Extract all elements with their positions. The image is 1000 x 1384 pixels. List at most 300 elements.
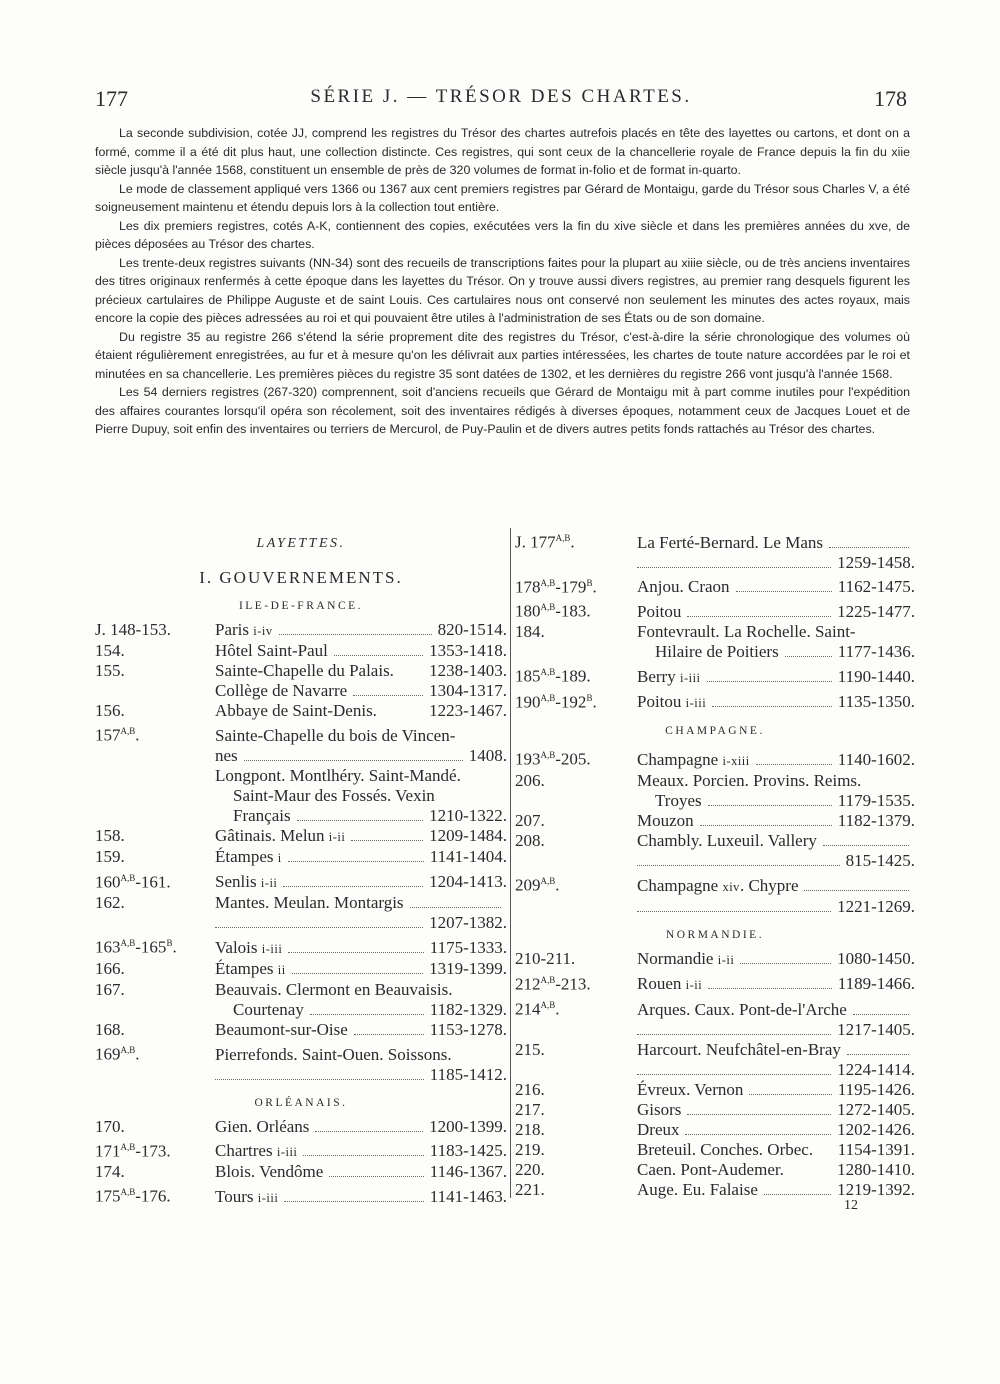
date-range: 1182-1329. [429, 999, 507, 1019]
entry-number: 174. [95, 1162, 125, 1182]
entry-line [215, 872, 507, 893]
superscript: A,B [540, 750, 556, 761]
date-range: 1153-1278. [429, 1019, 507, 1039]
entry-title: Beaumont-sur-Oise [215, 1019, 348, 1039]
entry-title: Français [233, 805, 291, 825]
date-range: 1141-1463. [429, 1186, 507, 1206]
intro-text [95, 124, 910, 439]
dot-leader [853, 1014, 909, 1015]
date-range: 1204-1413. [429, 872, 507, 892]
entry-number: $178^{A,B}-179^B$. [515, 577, 597, 597]
entry-number: 219. [515, 1139, 545, 1159]
dot-leader [823, 845, 909, 846]
entry-line [215, 1162, 507, 1182]
entry-title: Saint-Maur des Fossés. Vexin [233, 785, 435, 805]
entry-title: Paris i-iv [215, 620, 273, 639]
inventory-entry [95, 620, 507, 641]
entry-description [637, 622, 915, 662]
region-heading: ORLÉANAIS. [254, 1096, 348, 1109]
date-range: 1224-1414. [837, 1059, 915, 1079]
entry-description [637, 1140, 915, 1160]
inventory-entry [515, 1160, 915, 1180]
inventory-entry [515, 831, 915, 871]
page-number-left: 177 [95, 86, 128, 111]
entry-title: Auge. Eu. Falaise [637, 1179, 758, 1199]
entry-title: Sainte-Chapelle du bois de Vincen- [215, 725, 456, 745]
entry-line [637, 533, 915, 553]
entry-number: $214^{A,B}$. [515, 999, 560, 1019]
entry-line [637, 771, 915, 791]
date-range: 1162-1475. [837, 577, 915, 597]
entry-title: Champagne i-xiii [637, 749, 750, 769]
inventory-entry [95, 661, 507, 701]
dot-leader [637, 1034, 831, 1035]
dot-leader [756, 764, 832, 765]
entry-line [637, 577, 915, 597]
date-range: 815-1425. [845, 850, 915, 870]
right-top-entries [515, 528, 915, 713]
dot-leader [687, 616, 831, 617]
entry-description [215, 1187, 507, 1208]
entry-line [215, 847, 507, 868]
entry-number: 221. [515, 1179, 545, 1199]
entry-number: 206. [515, 770, 545, 790]
date-range: 1221-1269. [837, 896, 915, 916]
superscript: A,B [540, 666, 556, 677]
inventory-entry [515, 811, 915, 831]
entry-number: 166. [95, 958, 125, 978]
entry-title: Harcourt. Neufchâtel-en-Bray [637, 1039, 841, 1059]
entry-number: 216. [515, 1079, 545, 1099]
entry-description [637, 974, 915, 995]
volume-range: i-iv [253, 624, 273, 638]
volume-range: ii [277, 962, 286, 977]
inventory-entry [515, 1140, 915, 1160]
volume-range: i-xiii [722, 753, 750, 768]
date-range: 1183-1425. [429, 1141, 507, 1161]
volume-range: i-iii [679, 670, 701, 685]
inventory-entry [95, 893, 507, 933]
superscript: A,B [540, 602, 556, 613]
entry-title: Beauvais. Clermont en Beauvaisis. [215, 979, 453, 999]
entry-description [637, 811, 915, 831]
dot-leader [712, 706, 832, 707]
inventory-entry [95, 721, 507, 766]
inventory-entry [95, 1117, 507, 1137]
entry-description [637, 692, 915, 713]
entry-title: Mouzon [637, 810, 694, 830]
dot-leader [700, 825, 832, 826]
dot-leader [637, 865, 840, 866]
inventory-entry [515, 1080, 915, 1100]
dot-leader [637, 911, 831, 912]
dot-leader [215, 927, 423, 928]
entry-title: Gâtinais. Melun i-ii [215, 825, 346, 845]
entry-number: 158. [95, 825, 125, 845]
inventory-entry [515, 688, 915, 714]
dot-leader [297, 820, 423, 821]
inventory-entry [515, 528, 915, 573]
entry-line [637, 1180, 915, 1200]
entry-line [215, 980, 507, 1000]
entry-line [215, 766, 507, 786]
entry-number: 184. [515, 621, 545, 641]
date-range: 1225-1477. [837, 601, 915, 621]
volume-range: i-iii [257, 1190, 279, 1205]
entry-title: Fontevrault. La Rochelle. Saint- [637, 621, 856, 641]
dot-leader [292, 973, 423, 974]
entry-line [215, 1065, 507, 1085]
entry-number: 155. [95, 661, 125, 680]
entry-description [637, 771, 915, 811]
entry-title: Normandie i-ii [637, 948, 735, 968]
date-range: 1179-1535. [837, 790, 915, 810]
inventory-entry [515, 597, 915, 622]
entry-title: Hôtel Saint-Paul [215, 641, 328, 660]
entry-line [637, 1060, 915, 1080]
dot-leader [354, 1034, 424, 1035]
entry-description [215, 980, 507, 1020]
entry-description [637, 1160, 915, 1180]
superscript: A,B [540, 875, 556, 886]
entry-number: $185^{A,B}-189$. [515, 666, 591, 686]
entry-number: 162. [95, 893, 125, 913]
volume-range: i-ii [328, 829, 346, 844]
date-range: 820-1514. [437, 620, 507, 639]
volume-range: i-ii [260, 876, 278, 891]
dot-leader [288, 952, 423, 953]
entry-number: 156. [95, 701, 125, 720]
dot-leader [740, 963, 831, 964]
entry-line [215, 1141, 507, 1162]
entry-line [637, 897, 915, 917]
intro-paragraph: Du registre 35 au registre 266 s'étend la série proprement dite des registres du Trésor, c'est-à-dire la série chronologique des volumes où étaient régulièrement enregistrées, au fur et à mesure qu'on les délivrait aux parties intéressées, les chartes de toute nature accordées par le roi et minutées en sa chancellerie. Les premières pièces du registre 35 sont datées de 1302, et les dernières du registre 266 vont jusqu'à l'année 1568. [95, 329, 910, 381]
date-range: 1140-1602. [837, 749, 915, 769]
entry-description [215, 1020, 507, 1040]
entry-title: Chambly. Luxeuil. Vallery [637, 830, 817, 850]
entry-line [215, 938, 507, 959]
date-range: 1319-1399. [429, 958, 507, 978]
entry-title: Hilaire de Poitiers [655, 641, 779, 661]
inventory-entry [95, 1040, 507, 1085]
dot-leader [785, 656, 832, 657]
left-regions [95, 600, 507, 1208]
entry-line [637, 851, 915, 871]
inventory-entry [515, 995, 915, 1040]
volume-range: i-ii [717, 952, 735, 967]
date-range: 1146-1367. [429, 1162, 507, 1182]
entry-line [637, 811, 915, 831]
dot-leader [288, 861, 424, 862]
date-range: 1304-1317. [429, 681, 507, 700]
entry-number: $157^{A,B}$. [95, 725, 140, 745]
date-range: 1190-1440. [837, 666, 915, 686]
intro-paragraph: Le mode de classement appliqué vers 1366 ou 1367 aux cent premiers registres par Gérard de Montaigu, garde du Trésor sous Charles V, a été soigneusement maintenu et étendu depuis lors à la collection tout entière. [95, 181, 910, 214]
dot-leader [410, 907, 501, 908]
inventory-entry [515, 970, 915, 996]
date-range: 1219-1392. [837, 1179, 915, 1199]
entry-number: $171^{A,B}-173$. [95, 1141, 171, 1161]
superscript: A,B [120, 1141, 136, 1152]
entry-line [637, 1000, 915, 1020]
entry-line [215, 806, 507, 826]
dot-leader [829, 547, 909, 548]
superscript: A,B [120, 938, 136, 949]
dot-leader [749, 1094, 831, 1095]
date-range: 1189-1466. [837, 974, 915, 994]
entry-number: $212^{A,B}-213$. [515, 974, 591, 994]
dot-leader [637, 1074, 831, 1075]
right-column [515, 528, 915, 1200]
entry-title: Longpont. Montlhéry. Saint-Mandé. [215, 765, 461, 785]
entry-line [215, 826, 507, 847]
entry-title: Troyes [655, 790, 702, 810]
intro-paragraph: La seconde subdivision, cotée JJ, comprend les registres du Trésor des chartes autrefois placés en tête des layettes ou cartons, et dont on a formé, comme il a été dit plus haut, une collection distincte. Ces registres, qui sont ceux de la chancellerie royale de France depuis la fin du xiie siècle jusqu'à l'année 1568, constituent un ensemble de près de 320 volumes de format in-folio et de format in-quarto. [95, 126, 910, 177]
dot-leader [708, 805, 832, 806]
superscript: B [586, 577, 593, 588]
entry-description [215, 701, 507, 721]
entry-description [637, 1040, 915, 1080]
entry-line [215, 681, 507, 701]
entry-line [215, 1000, 507, 1020]
inventory-entry [95, 641, 507, 661]
dot-leader [283, 886, 423, 887]
entry-title: Gisors [637, 1099, 682, 1119]
date-range: 1202-1426. [837, 1119, 915, 1139]
entry-title: Blois. Vendôme [215, 1162, 324, 1182]
entry-number: J. $177^{A,B}$. [515, 532, 575, 552]
entry-line [215, 1187, 507, 1208]
entry-description [215, 661, 507, 701]
entry-title: Arques. Caux. Pont-de-l'Arche [637, 999, 847, 1019]
inventory-entry [515, 949, 915, 970]
entry-line [215, 620, 507, 641]
dot-leader [736, 591, 832, 592]
date-range: 1195-1426. [837, 1079, 915, 1099]
entry-number: 215. [515, 1039, 545, 1059]
superscript: A,B [120, 872, 136, 883]
date-range: 1177-1436. [837, 641, 915, 661]
entry-title: Poitou i-iii [637, 692, 707, 712]
entry-description [637, 949, 915, 970]
entry-description [637, 533, 915, 573]
page-header [95, 86, 907, 118]
entry-title: Étampes ii [215, 958, 286, 978]
entry-number: 217. [515, 1099, 545, 1119]
entry-line [637, 1020, 915, 1040]
entry-line [637, 642, 915, 662]
entry-title: Pierrefonds. Saint-Ouen. Soissons. [215, 1044, 452, 1064]
date-range: 1353-1418. [429, 641, 507, 660]
intro-paragraph: Les 54 derniers registres (267-320) comprennent, soit d'anciens recueils que Gérard de Montaigu mit à part comme inutiles pour l'expédition des affaires courantes lorsqu'il opéra son récolement, soit des inventaires rédigés à diverses époques, notamment ceux de Jacques Louet et de Pierre Dupuy, soit enfin des inventaires ou terriers de Mercurol, de Puy-Paulin et de divers autres petits fonds rattachés au Trésor des chartes. [95, 385, 910, 436]
entry-title: Senlis i-ii [215, 872, 278, 892]
entry-line [637, 1080, 915, 1100]
entry-title: Évreux. Vernon [637, 1079, 744, 1099]
dot-leader [310, 1014, 424, 1015]
entry-description [637, 831, 915, 871]
entry-title: Sainte-Chapelle du Palais. [215, 661, 394, 680]
entry-title: Dreux [637, 1119, 680, 1139]
inventory-entry [515, 745, 915, 771]
entry-line [637, 831, 915, 851]
subsection-title: I. GOUVERNEMENTS. [199, 568, 403, 587]
date-range: 1408. [468, 745, 507, 765]
dot-leader [215, 1079, 424, 1080]
entry-line [215, 913, 507, 933]
entry-number: 210-211. [515, 948, 576, 968]
entry-description [637, 1180, 915, 1200]
column-divider [510, 528, 511, 1198]
inventory-entry [95, 766, 507, 826]
entry-number: $193^{A,B}-205$. [515, 749, 591, 769]
entry-title: Étampes i [215, 846, 282, 866]
date-range: 1080-1450. [837, 948, 915, 968]
entry-title: Collège de Navarre [215, 681, 348, 700]
entry-description [215, 620, 507, 641]
inventory-entry [515, 1100, 915, 1120]
inventory-entry [95, 1020, 507, 1040]
entry-line [637, 622, 915, 642]
entry-title: Mantes. Meulan. Montargis [215, 893, 404, 913]
dot-leader [351, 840, 423, 841]
dot-leader [764, 1194, 831, 1195]
dot-leader [804, 890, 909, 891]
date-range: 1141-1404. [429, 846, 507, 866]
inventory-entry [95, 847, 507, 868]
entry-number: $163^{A,B}-165^B$. [95, 937, 177, 957]
inventory-entry [95, 826, 507, 847]
entry-description [215, 959, 507, 980]
right-regions [515, 725, 915, 1200]
inventory-entry [515, 1120, 915, 1140]
folio-number: 12 [844, 1198, 858, 1213]
inventory-entry [515, 662, 915, 688]
date-range: 1223-1467. [429, 701, 507, 720]
superscript: B [586, 692, 593, 703]
date-range: 1135-1350. [837, 692, 915, 712]
entry-title: Chartres i-iii [215, 1141, 298, 1161]
entry-title: Poitou [637, 601, 682, 621]
entry-number: 159. [95, 846, 125, 866]
entry-description [637, 1080, 915, 1100]
entry-description [215, 1045, 507, 1085]
entry-title: Meaux. Porcien. Provins. Reims. [637, 770, 862, 790]
superscript: A,B [120, 726, 136, 736]
entry-number: J. 148-153. [95, 620, 172, 639]
inventory-entry [95, 701, 507, 721]
entry-title: Tours i-iii [215, 1186, 279, 1206]
entry-title: Anjou. Craon [637, 577, 730, 597]
entry-line [637, 1120, 915, 1140]
volume-range: i-iii [685, 696, 707, 711]
entry-description [215, 1141, 507, 1162]
entry-description [637, 667, 915, 688]
dot-leader [637, 567, 831, 568]
entry-number: 170. [95, 1116, 125, 1136]
date-range: 1217-1405. [837, 1019, 915, 1039]
dot-leader [329, 1176, 423, 1177]
superscript: A,B [540, 1000, 556, 1011]
dot-leader [334, 655, 423, 656]
dot-leader [244, 760, 463, 761]
entry-title: Valois i-iii [215, 937, 283, 957]
page-number-right: 178 [874, 86, 907, 111]
dot-leader [685, 1134, 831, 1135]
inventory-entry [515, 622, 915, 662]
entry-line [637, 876, 915, 897]
inventory-entry [515, 1180, 915, 1200]
date-range: 1280-1410. [837, 1159, 915, 1179]
dot-leader [315, 1131, 423, 1132]
running-title: SÉRIE J. — TRÉSOR DES CHARTES. [310, 86, 692, 107]
entry-description [215, 1162, 507, 1182]
dot-leader [707, 681, 832, 682]
entry-line [637, 1140, 915, 1160]
entry-line [215, 726, 507, 746]
region-heading: CHAMPAGNE. [665, 725, 765, 738]
superscript: B [166, 938, 173, 949]
inventory-entry [95, 868, 507, 894]
superscript: A,B [540, 577, 556, 588]
entry-line [215, 893, 507, 913]
date-range: 1200-1399. [429, 1116, 507, 1136]
entry-line [215, 1045, 507, 1065]
entry-line [637, 974, 915, 995]
date-range: 1272-1405. [837, 1099, 915, 1119]
dot-leader [847, 1054, 909, 1055]
entry-number: $169^{A,B}$. [95, 1044, 140, 1064]
date-range: 1259-1458. [837, 552, 915, 572]
volume-range: i-iii [276, 1145, 298, 1160]
inventory-entry [515, 1040, 915, 1080]
dot-leader [303, 1155, 423, 1156]
region-heading: ILE-DE-FRANCE. [238, 600, 364, 612]
dot-leader [279, 634, 432, 635]
volume-range: i [277, 850, 282, 865]
entry-description [215, 938, 507, 959]
entry-description [215, 641, 507, 661]
entry-line [637, 667, 915, 688]
entry-number: $190^{A,B}-192^B$. [515, 692, 597, 712]
date-range: 1238-1403. [429, 661, 507, 680]
entry-title: nes [215, 745, 238, 765]
intro-paragraph: Les trente-deux registres suivants (NN-34) sont des recueils de transcriptions faites pour la plupart au xiiie siècle, ou de très anciens inventaires des titres originaux renfermés à cette époque dans les layettes du Trésor. On y trouve aussi divers registres, au premier rang desquels figurent les précieux cartulaires de Philippe Auguste et de saint Louis. Ces cartulaires nous ont conservé non seulement les minutes des actes royaux, mais encore la copie des pièces adressées au roi et qui pouvaient être utiles à l'administration de ses États ou de son domaine. [95, 255, 910, 325]
entry-number: 218. [515, 1119, 545, 1139]
entry-line [637, 692, 915, 713]
entry-number: $180^{A,B}-183$. [515, 601, 591, 621]
inventory-entry [95, 1162, 507, 1182]
inventory-entry [95, 1182, 507, 1208]
entry-line [215, 786, 507, 806]
entry-title: Rouen i-ii [637, 974, 703, 994]
inventory-entry [515, 871, 915, 917]
inventory-entry [95, 980, 507, 1020]
dot-leader [284, 1201, 423, 1202]
entry-description [215, 847, 507, 868]
dot-leader [687, 1114, 831, 1115]
entry-title: Courtenay [233, 999, 304, 1019]
entry-number: $175^{A,B}-176$. [95, 1186, 171, 1206]
entry-title: Gien. Orléans [215, 1116, 310, 1136]
inventory-entry [95, 959, 507, 980]
entry-number: $160^{A,B}-161$. [95, 872, 171, 892]
entry-description [637, 602, 915, 622]
dot-leader [353, 695, 423, 696]
superscript: A,B [540, 692, 556, 703]
entry-number: 167. [95, 979, 125, 999]
entry-description [215, 893, 507, 933]
date-range: 1210-1322. [429, 805, 507, 825]
